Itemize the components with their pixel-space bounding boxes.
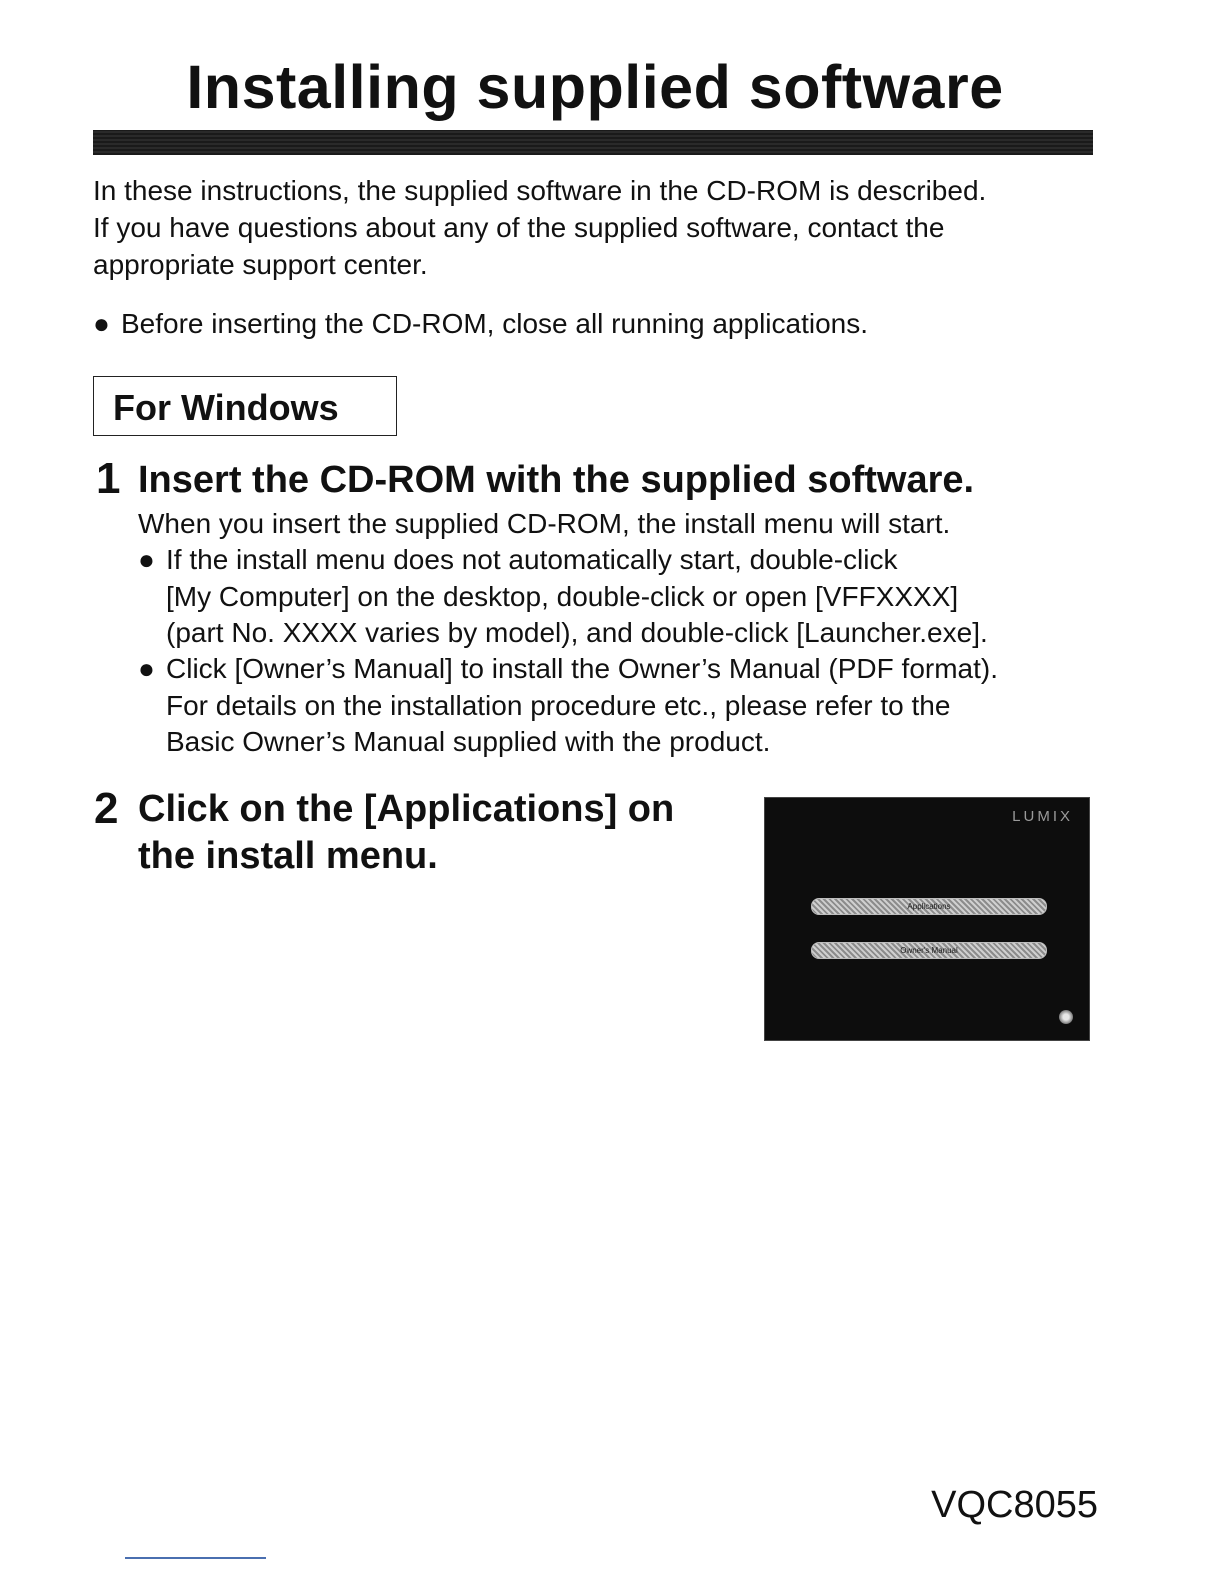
page-title: Installing supplied software	[186, 53, 1004, 121]
step-number: 2	[94, 784, 119, 833]
title-divider	[93, 130, 1093, 155]
bullet-icon: ●	[93, 308, 110, 339]
footer-divider	[125, 1557, 266, 1559]
intro-line: If you have questions about any of the supplied software, contact the	[93, 212, 945, 243]
lumix-logo: LUMIX	[1012, 808, 1073, 825]
bullet-icon: ●	[138, 653, 155, 684]
step-heading	[138, 786, 674, 880]
bullet-icon: ●	[138, 544, 155, 575]
intro-paragraph	[93, 172, 1103, 283]
bullet-line: If the install menu does not automatically start, double-click	[166, 544, 898, 575]
step-heading: Insert the CD-ROM with the supplied software.	[138, 459, 975, 501]
exit-icon[interactable]	[1059, 1010, 1073, 1024]
page-code: VQC8055	[931, 1484, 1098, 1526]
bullet-line: Basic Owner’s Manual supplied with the product.	[166, 726, 771, 757]
bullet-line: (part No. XXXX varies by model), and double-click [Launcher.exe].	[166, 617, 988, 648]
applications-button[interactable]: Applications	[811, 898, 1047, 915]
bullet-line: [My Computer] on the desktop, double-click or open [VFFXXXX]	[166, 580, 959, 612]
intro-line: appropriate support center.	[93, 249, 428, 280]
step-bullet	[138, 651, 1098, 761]
step-body-text: When you insert the supplied CD-ROM, the install menu will start.	[138, 508, 951, 539]
section-label-box	[93, 376, 397, 436]
intro-line: In these instructions, the supplied software in the CD-ROM is described.	[93, 175, 987, 206]
precaution-note	[93, 305, 868, 342]
step-number: 1	[96, 454, 121, 503]
bullet-line: For details on the installation procedure etc., please refer to the	[166, 689, 951, 721]
step-bullet	[138, 542, 1098, 652]
step-heading-line: the install menu.	[138, 835, 438, 877]
bullet-text	[166, 542, 988, 652]
owners-manual-button[interactable]: Owner's Manual	[811, 942, 1047, 959]
section-label: For Windows	[113, 387, 339, 428]
bullet-text	[166, 651, 998, 761]
note-text: Before inserting the CD-ROM, close all running applications.	[121, 308, 869, 339]
install-menu-screenshot	[764, 797, 1090, 1041]
bullet-line: Click [Owner’s Manual] to install the Owner’s Manual (PDF format).	[166, 653, 998, 684]
step-heading-line: Click on the [Applications] on	[138, 788, 675, 830]
